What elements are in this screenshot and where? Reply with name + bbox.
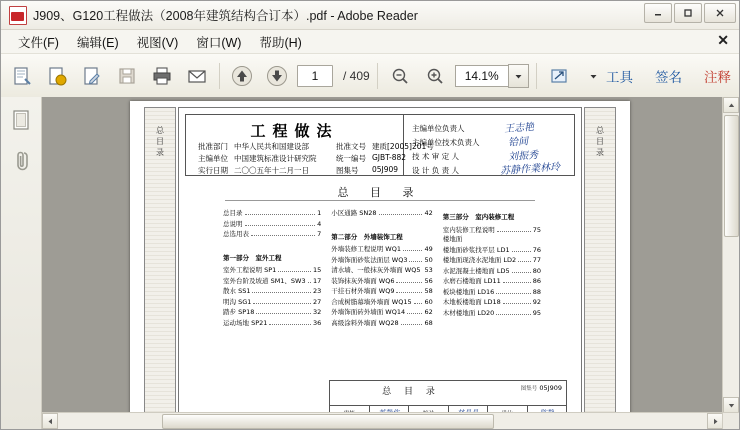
scrollbar-corner (722, 412, 739, 429)
toc-entry: 水泥混凝土楼地面 LD5 80 (442, 266, 541, 275)
title-bar (1, 1, 739, 30)
meta-approve-dept-value: 中华人民共和国建设部 (234, 142, 309, 151)
toc-entry: 总说明 4 (223, 219, 322, 228)
previous-page-icon[interactable] (227, 61, 257, 91)
toc-subheading: 楼地面 (442, 235, 463, 243)
toc-column-2 (331, 208, 433, 378)
edit-pdf-icon[interactable] (77, 61, 107, 91)
pdf-icon (9, 6, 27, 24)
page-title: 工程做法 (250, 122, 339, 140)
toc-entry: 木地板楼地面 LD18 92 (442, 298, 541, 306)
menu-bar (1, 30, 739, 54)
toc-entry: 外墙装修工程说明 WQ1 49 (331, 245, 433, 253)
meta-date-value: 二〇〇五年十二月一日 (234, 166, 309, 175)
toc-entry: 木材楼地面 LD20 95 (442, 308, 541, 317)
toc-entry: 室内装修工程说明 75 (442, 225, 541, 234)
meta-unified-no-key: 统一编号 (336, 154, 366, 163)
page-edge-left (144, 107, 176, 425)
toc-entry: 运动场地 SP21 36 (223, 318, 322, 327)
toc-entry: 总选用表 7 (223, 230, 322, 238)
meta-date-key: 实行日期 (198, 166, 228, 175)
meta-approve-dept-key: 批准部门 (198, 142, 228, 151)
toc-entry: 小区通路 SN28 42 (331, 209, 433, 217)
toc-entry: 散水 SS1 23 (223, 287, 322, 295)
chevron-down-icon-view[interactable] (579, 61, 609, 91)
edge-label-left: 总目录 (155, 126, 165, 159)
scroll-up-icon[interactable] (723, 97, 739, 113)
page-edge-right (584, 107, 616, 425)
page-number-input[interactable]: 1 (297, 65, 333, 87)
document-view[interactable] (42, 97, 739, 429)
create-pdf-icon[interactable] (42, 61, 72, 91)
toc-spacer (223, 240, 321, 249)
menu-view[interactable]: 视图(V) (136, 35, 179, 50)
maximize-button[interactable] (674, 3, 702, 23)
signer-2-key: 主编单位技术负责人 (412, 138, 480, 147)
toc-entry: 合成树脂幕墙外墙面 WQ15 60 (331, 297, 433, 306)
vertical-scroll-thumb[interactable] (724, 115, 739, 237)
toc-section-heading: 第三部分 室内装修工程 (442, 213, 515, 221)
toc-entry: 楼地面砂浆找平层 LD1 76 (442, 245, 541, 254)
toc-columns (223, 208, 541, 378)
toolbar-right-group (606, 54, 731, 98)
fit-page-icon[interactable] (544, 61, 574, 91)
toc-column-3 (443, 208, 541, 378)
page-frame (178, 107, 582, 425)
chevron-down-icon[interactable] (508, 64, 529, 88)
toc-entry: 明沟 SG1 27 (223, 297, 322, 306)
scroll-down-icon[interactable] (723, 397, 739, 413)
toolbar (1, 54, 739, 99)
meta-unified-no-value: GJBT-882 (372, 153, 407, 162)
meta-atlas-no-value: 05J909 (372, 165, 399, 174)
toc-entry: 室外台阶及坡道 SM1、SW3 17 (223, 276, 322, 285)
scroll-left-icon[interactable] (42, 413, 58, 429)
toc-entry: 水磨石楼地面 LD11 86 (442, 277, 541, 285)
signer-4-signature: 苏静作業林玲 (499, 161, 561, 178)
toc-entry: 装饰抹灰外墙面 WQ6 56 (331, 276, 433, 285)
vertical-scrollbar[interactable] (722, 97, 739, 413)
page-total-label: / 409 (343, 69, 370, 83)
toc-entry: 外墙饰面砂浆法面层 WQ3 50 (331, 255, 433, 264)
horizontal-scrollbar[interactable] (42, 412, 723, 429)
signer-3-key: 技 术 审 定 人 (412, 152, 460, 161)
navigation-pane (1, 97, 42, 429)
window-controls (644, 3, 736, 23)
menu-help[interactable]: 帮助(H) (259, 35, 302, 50)
toc-entry: 清水墙、一般抹灰外墙面 WQ5 53 (331, 266, 433, 274)
toc-entry: 干挂石材外墙面 WQ9 58 (331, 287, 433, 295)
meta-atlas-no-key: 图集号 (336, 166, 359, 175)
page-thumbnails-icon[interactable] (8, 107, 34, 133)
edge-label-right: 总目录 (595, 126, 605, 159)
window-title: J909、G120工程做法（2008年建筑结构合订本）.pdf - Adobe Reader (33, 9, 418, 23)
toc-entry: 室外工程说明 SP1 15 (223, 266, 322, 274)
toc-spacer (331, 219, 433, 228)
toc-section-heading: 第一部分 室外工程 (223, 253, 282, 262)
signer-3-signature: 刘振秀 (507, 149, 539, 164)
menu-edit[interactable]: 编辑(E) (76, 35, 119, 50)
toc-divider (225, 200, 535, 201)
footer-title: 总 目 录 (382, 387, 440, 397)
meta-editor-key: 主编单位 (198, 154, 228, 163)
signer-1-key: 主编单位负责人 (412, 124, 465, 133)
footer-code-value: 05J909 (539, 384, 562, 392)
zoom-in-icon[interactable] (420, 61, 450, 91)
tools-button[interactable]: 工具 (606, 70, 633, 85)
scroll-right-icon[interactable] (707, 413, 723, 429)
comment-button[interactable]: 注释 (704, 70, 731, 85)
save-icon[interactable] (112, 61, 142, 91)
toc-entry: 踏步 SP18 32 (223, 308, 322, 316)
toc-section-heading: 第二部分 外墙装饰工程 (331, 232, 403, 241)
toc-entry: 外墙饰面砖外墙面 WQ14 62 (331, 308, 433, 316)
header-right (404, 114, 575, 176)
zoom-out-icon[interactable] (385, 61, 415, 91)
footer-code-label: 图集号 (520, 386, 538, 392)
sign-button[interactable]: 签名 (655, 70, 682, 85)
pdf-page (130, 101, 630, 429)
zoom-level-input[interactable]: 14.1% (455, 65, 508, 87)
signer-2-signature: 铪间 (507, 136, 529, 149)
toc-column-1 (223, 208, 321, 378)
menu-window[interactable]: 窗口(W) (196, 35, 242, 50)
header-left (185, 114, 434, 176)
minimize-button[interactable] (644, 3, 672, 23)
document-body (1, 97, 739, 429)
next-page-icon[interactable] (262, 61, 292, 91)
toc-entry: 板块楼地面 LD16 88 (442, 287, 541, 296)
horizontal-scroll-thumb[interactable] (162, 414, 494, 429)
footer-code (521, 384, 562, 392)
toc-title: 总 目 录 (337, 186, 423, 199)
meta-approve-no-key: 批准文号 (336, 142, 366, 151)
meta-approve-no-value: 建质[2005]201号 (372, 142, 434, 151)
menu-file[interactable]: 文件(F) (18, 35, 59, 50)
meta-editor-value: 中国建筑标准设计研究院 (234, 154, 317, 163)
close-button[interactable] (704, 3, 736, 23)
email-icon[interactable] (182, 61, 212, 91)
close-document-button[interactable]: ✕ (717, 32, 729, 48)
signer-1-signature: 王志艳 (503, 121, 535, 136)
open-file-icon[interactable] (7, 61, 37, 91)
signer-4-key: 设 计 负 责 人 (412, 166, 460, 175)
attachments-icon[interactable] (8, 147, 34, 173)
toc-entry: 楼地面现浇水泥地面 LD2 77 (442, 256, 541, 264)
print-icon[interactable] (147, 61, 177, 91)
toc-entry: 高级涂料外墙面 WQ28 68 (331, 318, 433, 327)
page-header-block (185, 114, 575, 176)
toc-entry: 总目录 1 (223, 209, 322, 217)
